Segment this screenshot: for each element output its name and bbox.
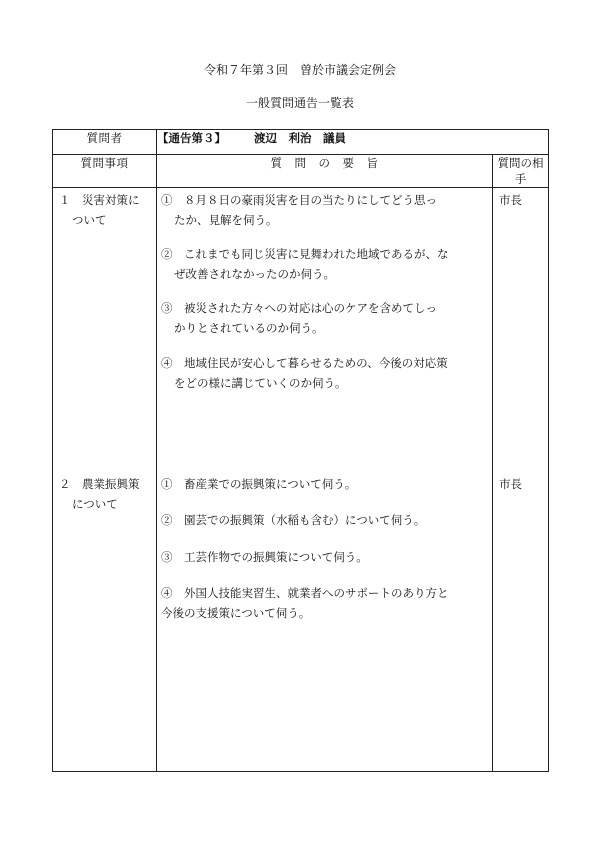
- questioner-name: 渡辺 利治 議員: [254, 131, 347, 145]
- col-summary-header: 質 問 の 要 旨: [157, 155, 493, 188]
- item-1-1-line2: たか、見解を伺う。: [174, 213, 278, 227]
- meeting-title: 令和７年第３回 曽於市議会定例会: [203, 63, 396, 77]
- list-item: [161, 298, 491, 338]
- col-subject-header: 質問事項: [53, 155, 157, 188]
- target-2: 市長: [499, 477, 522, 491]
- list-item: [161, 510, 491, 530]
- questioner-row: [53, 130, 549, 155]
- document-title: 一般質問通告一覧表: [245, 96, 354, 110]
- list-item: [161, 547, 491, 567]
- target-1: 市長: [499, 193, 522, 207]
- item-1-3-line2: かりとされているのか伺う。: [174, 321, 324, 335]
- notice-number: 【通告第３】: [157, 131, 226, 145]
- list-item: [161, 244, 491, 284]
- content-row: [53, 188, 549, 772]
- item-2-4-line1: ④ 外国人技能実習生、就業者へのサポートのあり方と: [161, 586, 449, 600]
- list-item: [161, 190, 491, 230]
- subject-2-line2: について: [72, 497, 118, 511]
- summary-column: [157, 188, 493, 772]
- subject-column: [53, 188, 157, 772]
- item-2-4-line2: 今後の支援策について伺う。: [161, 606, 311, 620]
- subject-2: [59, 474, 155, 514]
- item-1-4-line1: ④ 地域住民が安心して暮らせるための、今後の対応策: [161, 356, 448, 370]
- question-table: [52, 129, 549, 772]
- list-item: [161, 583, 491, 623]
- subject-1: [59, 190, 155, 230]
- target-column: [493, 188, 549, 772]
- item-1-4-line2: をどの様に講じていくのか伺う。: [174, 376, 347, 390]
- item-2-1-line1: ① 畜産業での振興策について伺う。: [161, 477, 357, 491]
- list-item: [161, 353, 491, 393]
- questioner-label: 質問者: [53, 130, 157, 155]
- item-1-2-line2: ぜ改善されなかったのか伺う。: [174, 267, 335, 281]
- subject-1-line1: １ 災害対策に: [59, 193, 140, 207]
- subject-2-line1: ２ 農業振興策: [59, 477, 140, 491]
- column-header-row: [53, 155, 549, 188]
- item-2-3-line1: ③ 工芸作物での振興策について伺う。: [161, 550, 368, 564]
- item-1-1-line1: ① ８月８日の豪雨災害を目の当たりにしてどう思っ: [161, 193, 437, 207]
- col-target-header: 質問の相手: [493, 155, 549, 188]
- questioner-cell: [157, 130, 549, 155]
- subject-1-line2: ついて: [72, 213, 107, 227]
- item-2-2-line1: ② 園芸での振興策（水稲も含む）について伺う。: [161, 513, 426, 527]
- item-1-3-line1: ③ 被災された方々への対応は心のケアを含めてしっ: [161, 301, 437, 315]
- item-1-2-line1: ② これまでも同じ災害に見舞われた地域であるが、な: [161, 247, 449, 261]
- list-item: [161, 474, 491, 494]
